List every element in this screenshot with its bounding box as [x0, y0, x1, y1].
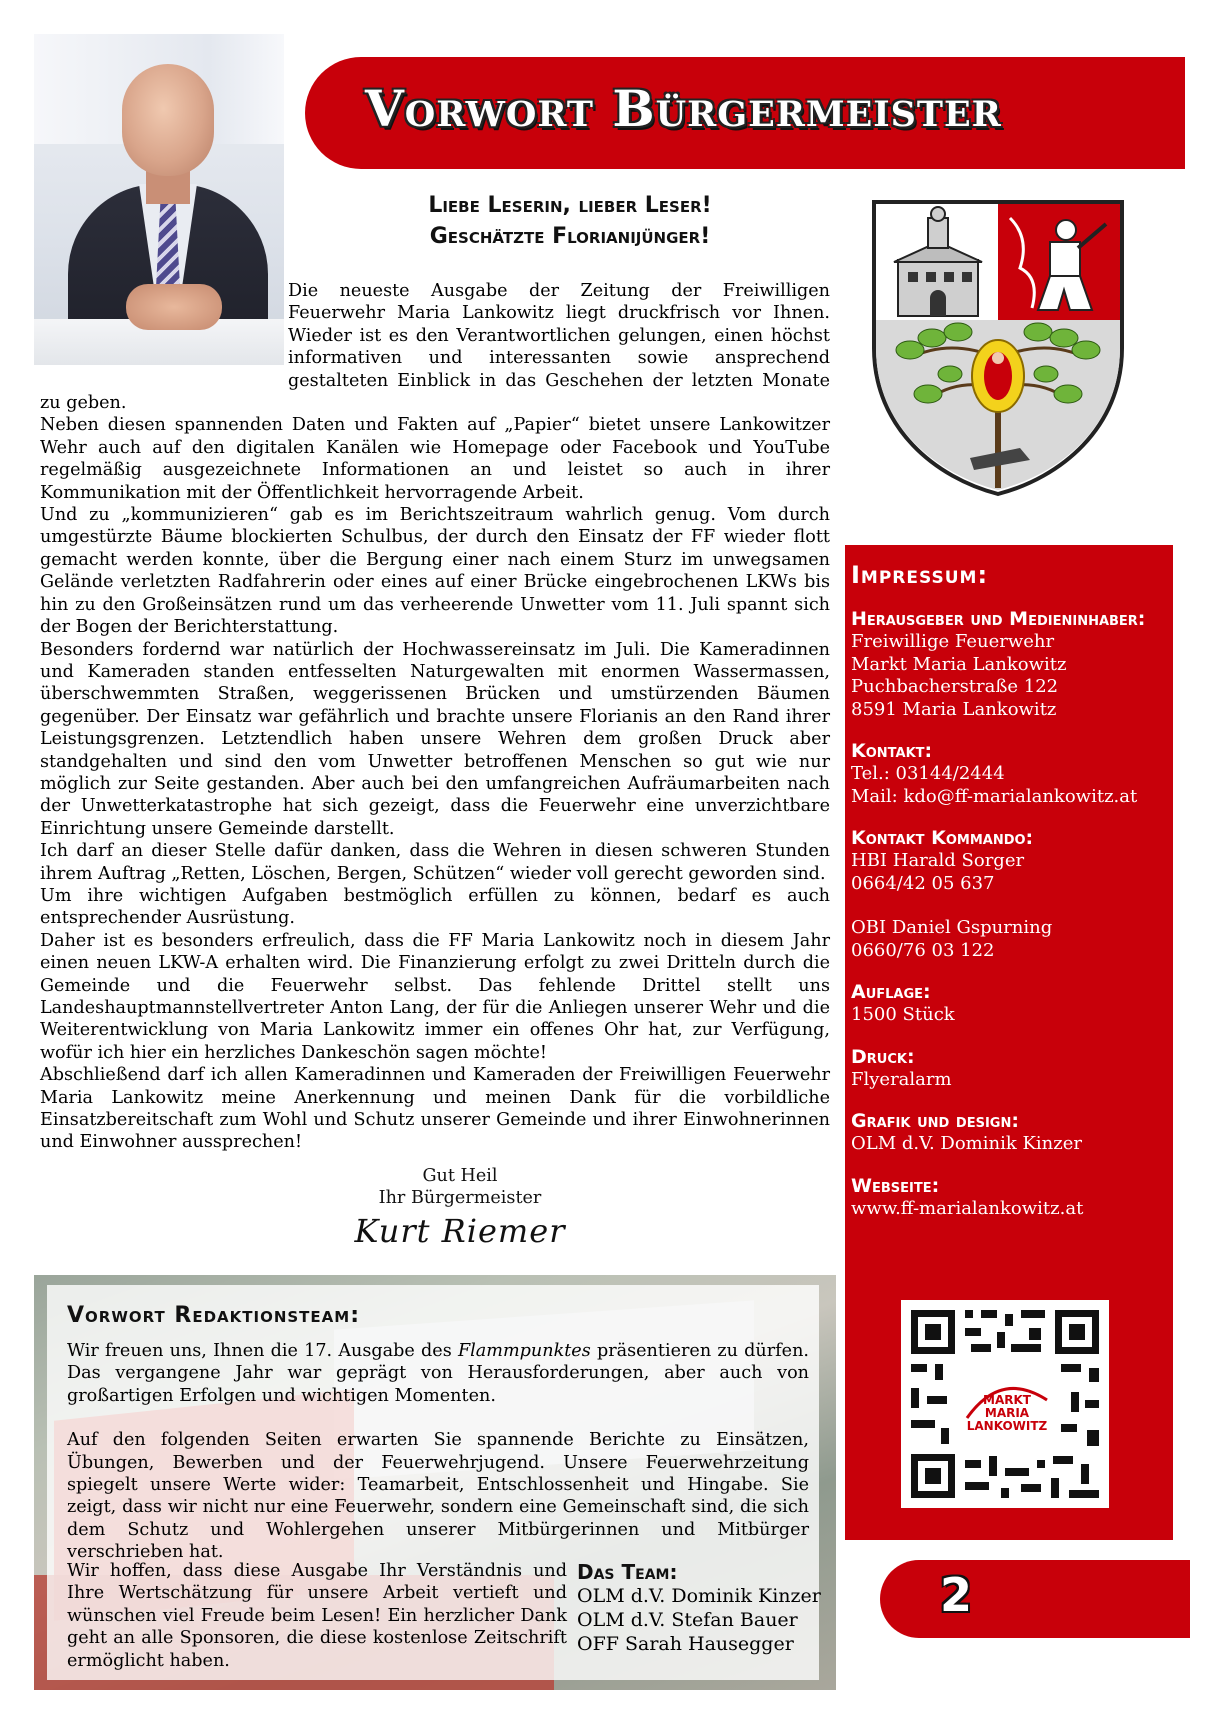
team-member: OLM d.V. Dominik Kinzer	[577, 1585, 821, 1607]
closing-role: Ihr Bürgermeister	[378, 1188, 542, 1208]
command-name: HBI Harald Sorger	[851, 850, 1025, 871]
command-phone: 0664/42 05 637	[851, 872, 995, 894]
editorial-paragraph: Wir freuen uns, Ihnen die 17. Ausgabe des Flammpunktes präsentieren zu dürfen. Das vergangene Jahr war geprägt von Herausforderungen, aber auch von großartigen Erfolgen und wichtigen Momenten.	[67, 1341, 809, 1406]
page-number-tab	[880, 1560, 1190, 1638]
letter-paragraph: Daher ist es besonders erfreulich, dass die FF Maria Lankowitz noch in diesem Jahr einen neuen LKW-A erhalten wird. Die Finanzierung erfolgt zu zwei Dritteln durch die Gemeinde und die Feuerwehr selbst. Das fehlende Drittel stellt uns Landeshauptmannstellvertreter Anton Lang, der für die Anliegen unserer Wehr und die Weiterentwicklung von Maria Lankowitz immer ein offenes Ohr hat, zur Verfügung, wofür ich hier ein herzliches Dankeschön sagen möchte!	[40, 930, 830, 1063]
letter-paragraph: Ich darf an dieser Stelle dafür danken, dass die Wehren in diesen schweren Stunden ihrem Auftrag „Retten, Löschen, Bergen, Schützen“ wieder voll gerecht geworden sind.	[40, 841, 830, 884]
qr-logo-text: MARIA	[984, 1406, 1030, 1420]
page-title: Vorwort Bürgermeister	[365, 79, 1002, 138]
publisher-heading: Herausgeber und Medieninhaber:	[851, 608, 1146, 630]
letter-paragraph: Besonders fordernd war natürlich der Hochwassereinsatz im Juli. Die Kameradinnen und Kameraden standen entfesselten Naturgewalten mit enormen Wassermassen, überschwemmten Straßen, weggerissenen Brücken und umstürzenden Bäumen gegenüber. Der Einsatz war gefährlich und brachte unsere Florianis an den Rand ihrer Leistungsgrenzen. Letztendlich haben unsere Wehren dem großen Druck aber standgehalten und sind den vom Unwetter betroffenen Menschen so gut wie nur möglich zur Seite gestanden. Aber auch bei den umfangreichen Aufräumarbeiten nach der Unwetterkatastrophe hat sich gezeigt, dass die Feuerwehr eine unverzichtbare Einrichtung unsere Gemeinde darstellt.	[40, 639, 830, 839]
editorial-paragraph: Wir hoffen, dass diese Ausgabe Ihr Verständnis und Ihre Wertschätzung für unsere Arbeit vertieft und wünschen viel Freude beim Lesen! Ein herzlicher Dank geht an alle Sponsoren, die diese kostenlose Zeitschrift ermöglicht haben.	[67, 1561, 567, 1671]
letter-paragraph: Die neueste Ausgabe der Zeitung der Freiwilligen Feuerwehr Maria Lankowitz liegt druckfrisch vor Ihnen. Wieder ist es den Verantwortlichen gelungen, einen höchst informativen und interessanten sowie ansprechend gestalteten Einblick in das Geschehen der letzten Monate zu geben.	[40, 281, 830, 414]
team-block	[577, 1560, 827, 1656]
editorial-paragraph: Auf den folgenden Seiten erwarten Sie spannende Berichte zu Einsätzen, Übungen, Bewerben und der Feuerwehrjugend. Unsere Feuerwehrzeitung spiegelt unsere Werte wider: Teamarbeit, Entschlossenheit und Hingabe. Sie zeigt, dass wir nicht nur eine Feuerwehr, sondern eine Gemeinschaft sind, die sich dem Schutz und Wohlergehen unserer Mitbürgerinnen und Mitbürger verschrieben hat.	[67, 1430, 809, 1563]
team-member: OLM d.V. Stefan Bauer	[577, 1609, 798, 1631]
salutation-line-1: Liebe Leserin, lieber Leser!	[428, 193, 712, 218]
qr-logo-text: MARKT	[983, 1393, 1031, 1407]
design-value: OLM d.V. Dominik Kinzer	[851, 1133, 1083, 1154]
impressum-panel	[845, 545, 1173, 1540]
command-phone: 0660/76 03 122	[851, 939, 995, 961]
header-banner	[305, 57, 1185, 169]
design-heading: Grafik und design:	[851, 1110, 1019, 1132]
publisher-line: Markt Maria Lankowitz	[851, 653, 1067, 675]
closing-greeting: Gut Heil	[422, 1166, 498, 1186]
page-number: 2	[940, 1568, 973, 1622]
edition-value: 1500 Stück	[851, 1004, 955, 1025]
editorial-title: Vorwort Redaktionsteam:	[67, 1303, 360, 1328]
website-heading: Webseite:	[851, 1174, 940, 1197]
contact-heading: Kontakt:	[851, 740, 933, 762]
mayor-letter	[40, 280, 830, 1154]
editorial-text	[67, 1340, 809, 1586]
contact-mail[interactable]: Mail: kdo@ff-marialankowitz.at	[851, 785, 1138, 807]
letter-paragraph: Neben diesen spannenden Daten und Fakten auf „Papier“ bietet unsere Lankowitzer Wehr auch auf den digitalen Kanälen wie Homepage oder Facebook und YouTube regelmäßig ausgezeichnete Informationen an und leistet so auch in ihrer Kommunikation mit der Öffentlichkeit hervorragende Arbeit.	[40, 415, 830, 503]
print-value: Flyeralarm	[851, 1068, 952, 1090]
command-heading: Kontakt Kommando:	[851, 827, 1034, 849]
team-title: Das Team:	[577, 1560, 678, 1584]
coat-of-arms-icon	[870, 198, 1126, 498]
publisher-line: Puchbacherstraße 122	[851, 676, 1059, 697]
letter-paragraph: Abschließend darf ich allen Kameradinnen und Kameraden der Freiwilligen Feuerwehr Maria Lankowitz meine Anerkennung und meinen Dank für die vorbildliche Einsatzbereitschaft zum Wohl und Schutz unserer Gemeinde und ihrer Einwohnerinnen und Einwohner aussprechen!	[40, 1065, 830, 1153]
impressum-title: Impressum:	[851, 561, 989, 589]
magazine-name: Flammpunktes	[457, 1341, 591, 1361]
salutation-line-2: Geschätzte Florianijünger!	[429, 224, 711, 249]
website-link[interactable]: www.ff-marialankowitz.at	[851, 1197, 1084, 1219]
salutation	[300, 190, 840, 252]
qr-code-icon[interactable]	[901, 1300, 1109, 1508]
command-name: OBI Daniel Gspurning	[851, 917, 1053, 938]
qr-logo-text: LANKOWITZ	[966, 1419, 1048, 1433]
team-member: OFF Sarah Hausegger	[577, 1633, 794, 1655]
contact-phone: Tel.: 03144/2444	[851, 763, 1005, 784]
letter-paragraph: Und zu „kommunizieren“ gab es im Berichtszeitraum wahrlich genug. Vom durch umgestürzte Bäume blockierten Schulbus, der durch den Einsatz der FF wieder flott gemacht werden konnte, über die Bergung einer nach einem Sturz im unwegsamen Gelände verletzten Radfahrerin oder eines auf einer Brücke eingebrochenen LKWs bis hin zu den Großeinsätzen rund um das verheerende Unwetter vom 11. Juli spannt sich der Bogen der Berichterstattung.	[40, 505, 830, 638]
signature: Kurt Riemer	[354, 1212, 566, 1250]
print-heading: Druck:	[851, 1045, 915, 1068]
closing	[300, 1165, 620, 1209]
publisher-line: Freiwillige Feuerwehr	[851, 631, 1055, 652]
publisher-line: 8591 Maria Lankowitz	[851, 698, 1057, 720]
edition-heading: Auflage:	[851, 981, 931, 1003]
letter-paragraph: Um ihre wichtigen Aufgaben bestmöglich erfüllen zu können, bedarf es auch entsprechender Ausrüstung.	[40, 885, 830, 929]
editorial-box	[34, 1275, 836, 1690]
